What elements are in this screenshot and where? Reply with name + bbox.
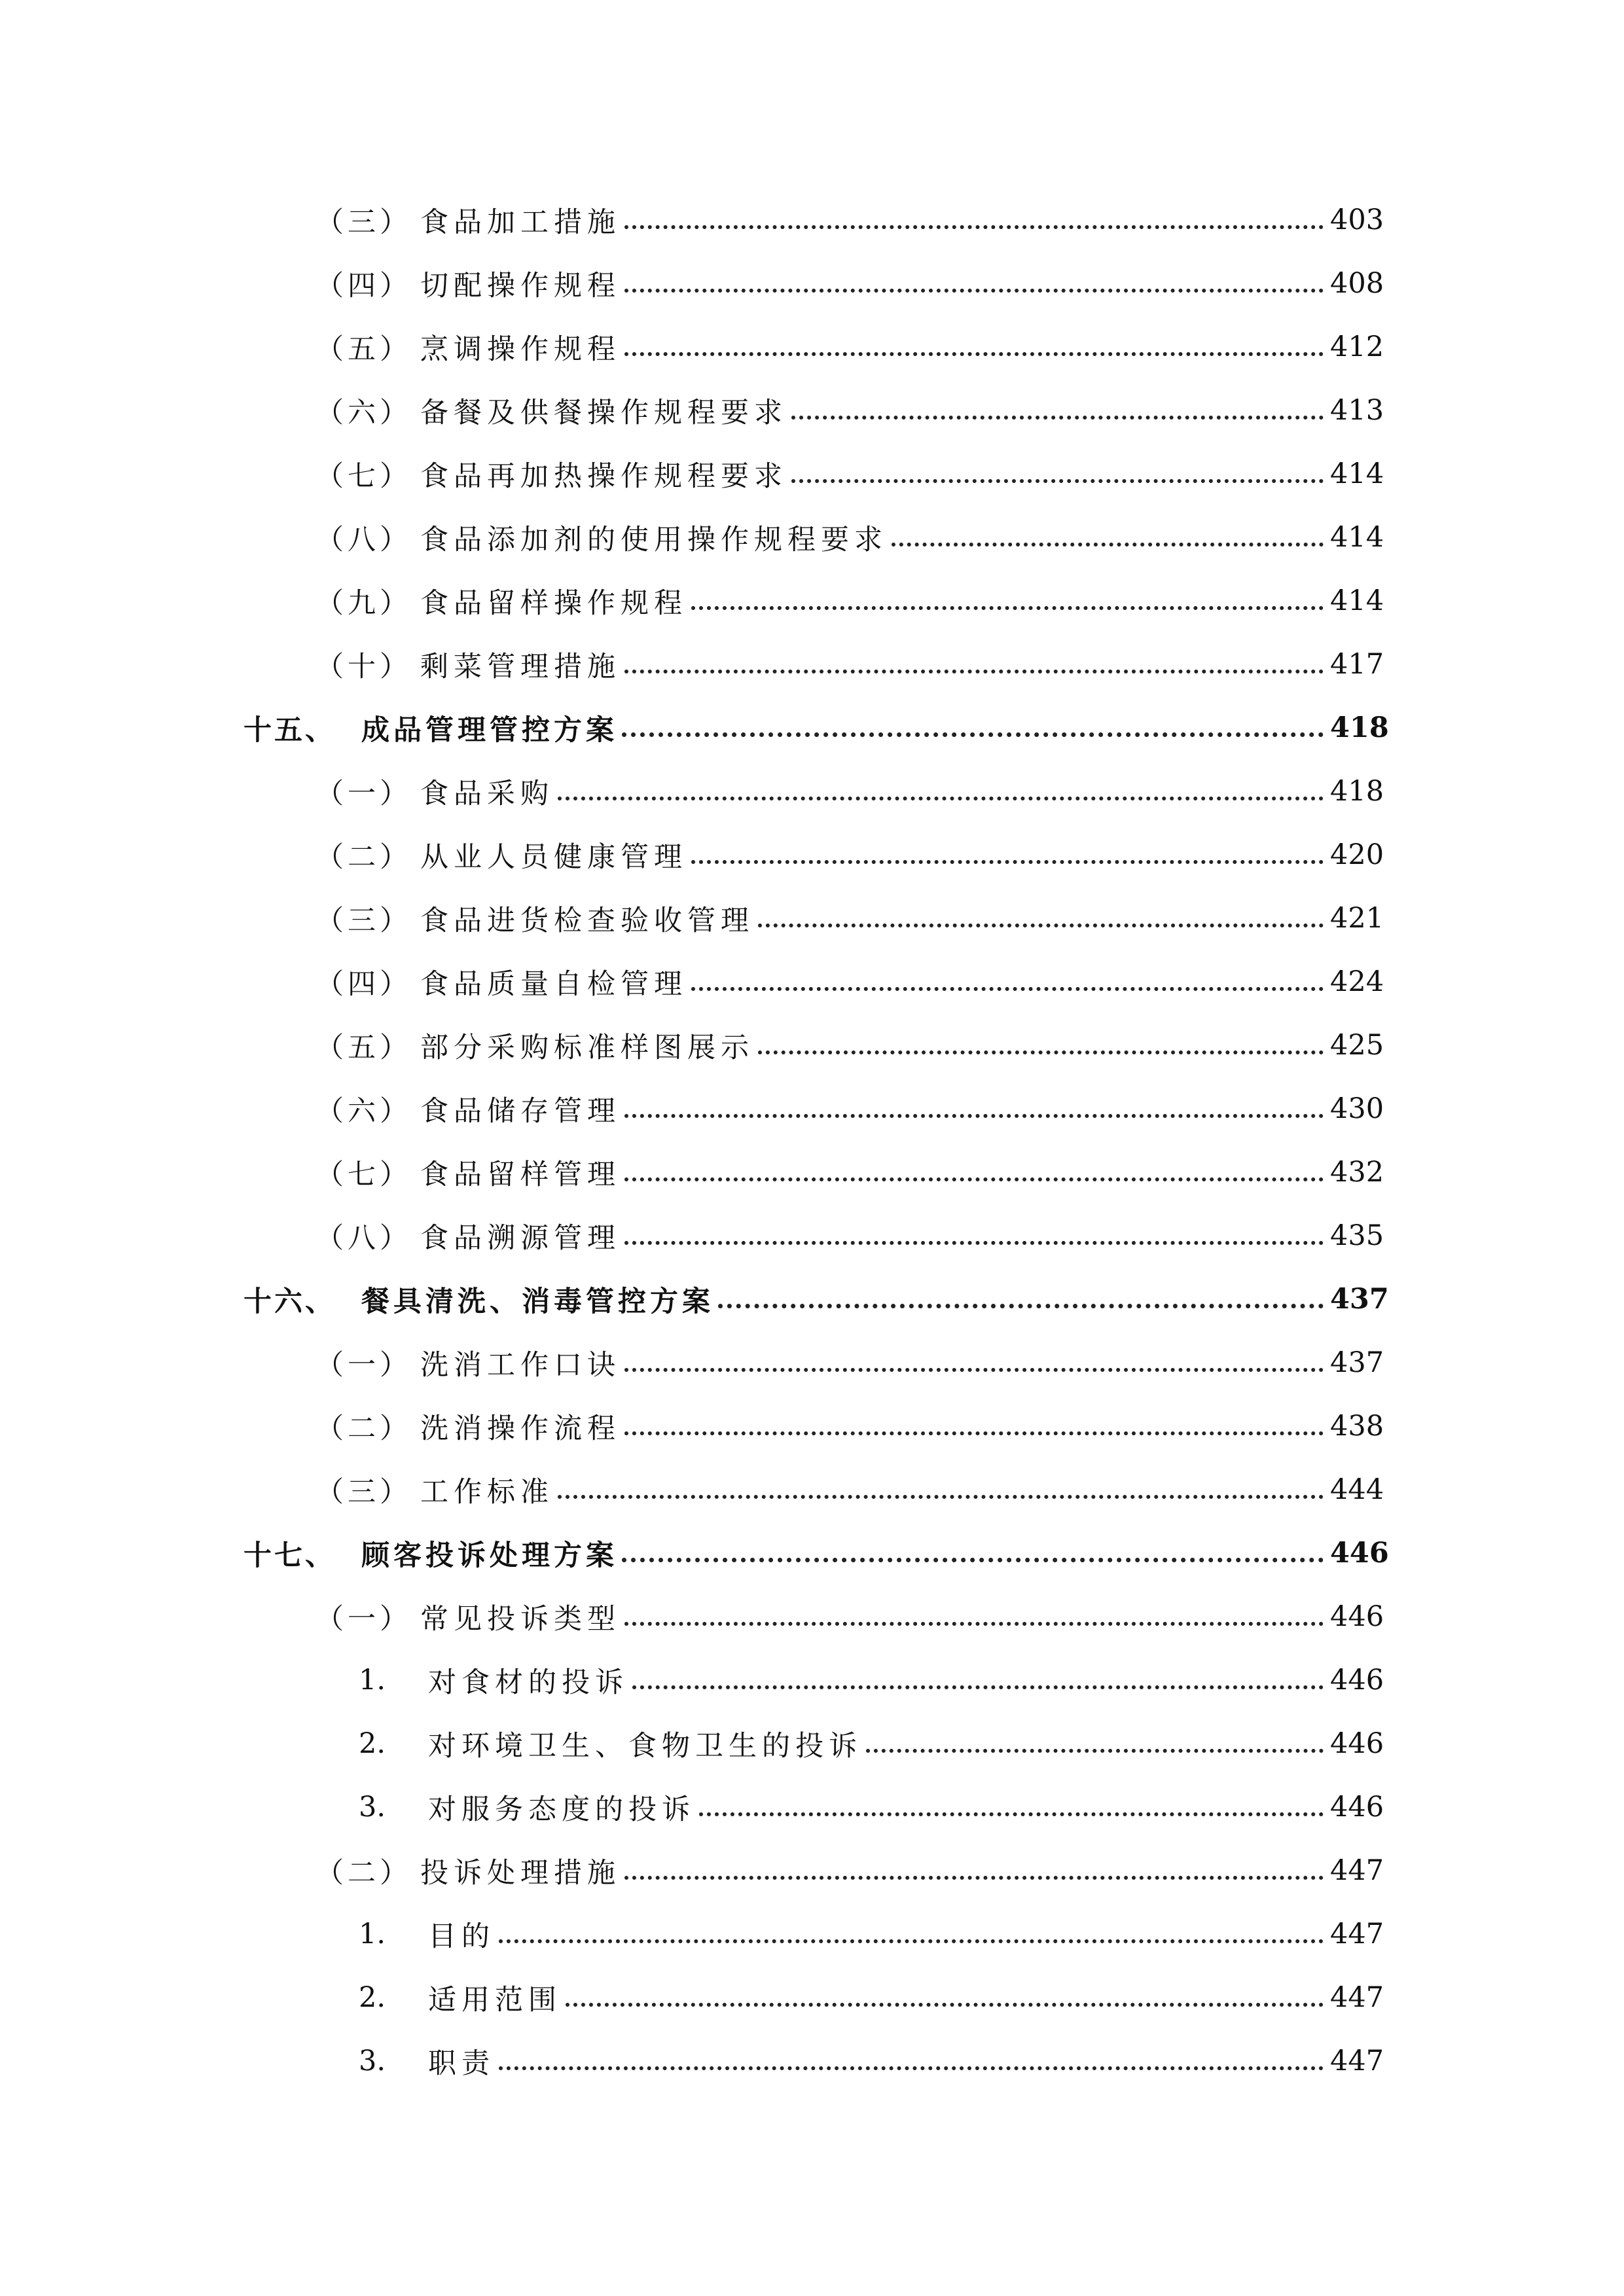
toc-entry-number: 3. bbox=[359, 1791, 386, 1823]
dot-leader bbox=[791, 396, 1324, 425]
toc-entry-title: 对服务态度的投诉 bbox=[428, 1793, 695, 1826]
toc-entry-page: 414 bbox=[1330, 521, 1384, 554]
toc-entry-title: 投诉处理措施 bbox=[420, 1856, 621, 1890]
toc-entry-number: （九） bbox=[316, 586, 412, 620]
toc-entry-page: 446 bbox=[1330, 1600, 1384, 1633]
toc-subentry[interactable] bbox=[359, 1974, 1384, 2021]
toc-entry-number: 2. bbox=[359, 1727, 386, 1760]
dot-leader bbox=[624, 1856, 1324, 1885]
toc-entry-page: 444 bbox=[1330, 1473, 1384, 1506]
toc-entry-number: （六） bbox=[316, 396, 412, 429]
toc-entry-title: 食品质量自检管理 bbox=[420, 967, 687, 1001]
toc-entry-page: 447 bbox=[1330, 2045, 1384, 2077]
toc-chapter-entry[interactable] bbox=[244, 1276, 1389, 1323]
dot-leader bbox=[624, 1602, 1324, 1631]
toc-entry-page: 424 bbox=[1330, 965, 1384, 998]
dot-leader bbox=[566, 1983, 1324, 2012]
toc-entry-number: （六） bbox=[316, 1094, 412, 1128]
toc-entry-number: （二） bbox=[316, 840, 412, 874]
toc-entry-number: （四） bbox=[316, 967, 412, 1001]
toc-entry-page: 447 bbox=[1330, 1981, 1384, 2014]
toc-entry-title: 部分采购标准样图展示 bbox=[420, 1031, 754, 1064]
toc-entry-page: 421 bbox=[1330, 902, 1384, 935]
toc-entry-title: 食品溯源管理 bbox=[420, 1221, 621, 1255]
toc-entry[interactable] bbox=[316, 577, 1384, 624]
toc-entry-title: 工作标准 bbox=[420, 1475, 554, 1509]
toc-entry-page: 403 bbox=[1330, 204, 1384, 236]
dot-leader bbox=[622, 1539, 1324, 1568]
dot-leader bbox=[558, 777, 1324, 806]
dot-leader bbox=[691, 967, 1324, 996]
dot-leader bbox=[758, 1031, 1324, 1060]
toc-entry[interactable] bbox=[316, 958, 1384, 1005]
toc-entry-page: 413 bbox=[1330, 394, 1384, 427]
toc-entry-title: 适用范围 bbox=[428, 1983, 562, 2017]
toc-entry[interactable] bbox=[316, 323, 1384, 370]
toc-entry-number: 十五、 bbox=[244, 713, 336, 747]
toc-entry-title: 食品加工措施 bbox=[420, 206, 621, 239]
toc-entry-page: 446 bbox=[1330, 1537, 1389, 1570]
toc-entry-page: 447 bbox=[1330, 1854, 1384, 1887]
dot-leader bbox=[892, 523, 1324, 552]
toc-entry-title: 洗消工作口诀 bbox=[420, 1348, 621, 1382]
dot-leader bbox=[624, 650, 1324, 679]
toc-entry[interactable] bbox=[316, 895, 1384, 942]
dot-leader bbox=[791, 459, 1324, 488]
toc-entry-number: 十七、 bbox=[244, 1539, 336, 1572]
toc-entry[interactable] bbox=[316, 1085, 1384, 1132]
toc-entry-number: （八） bbox=[316, 523, 412, 556]
toc-subentry[interactable] bbox=[359, 1784, 1384, 1831]
toc-entry-number: （三） bbox=[316, 904, 412, 937]
toc-chapter-entry[interactable] bbox=[244, 1530, 1389, 1577]
toc-entry-title: 食品储存管理 bbox=[420, 1094, 621, 1128]
dot-leader bbox=[691, 840, 1324, 869]
toc-entry-title: 食品留样操作规程 bbox=[420, 586, 687, 620]
toc-entry-title: 职责 bbox=[428, 2047, 495, 2080]
toc-entry-number: 1. bbox=[359, 1918, 386, 1950]
dot-leader bbox=[624, 1094, 1324, 1123]
dot-leader bbox=[718, 1285, 1324, 1314]
dot-leader bbox=[624, 1158, 1324, 1187]
dot-leader bbox=[622, 713, 1324, 742]
toc-entry-number: （三） bbox=[316, 1475, 412, 1509]
toc-entry-page: 438 bbox=[1330, 1410, 1384, 1443]
toc-entry-title: 烹调操作规程 bbox=[420, 332, 621, 366]
toc-entry-title: 备餐及供餐操作规程要求 bbox=[420, 396, 787, 429]
dot-leader bbox=[558, 1475, 1324, 1504]
toc-entry-number: （十） bbox=[316, 650, 412, 683]
toc-entry-number: （五） bbox=[316, 1031, 412, 1064]
toc-entry-number: （一） bbox=[316, 1602, 412, 1636]
toc-entry-page: 425 bbox=[1330, 1029, 1384, 1062]
toc-entry-number: 1. bbox=[359, 1664, 386, 1696]
toc-entry-page: 414 bbox=[1330, 457, 1384, 490]
toc-entry-number: 2. bbox=[359, 1981, 386, 2014]
dot-leader bbox=[624, 1412, 1324, 1441]
toc-entry-page: 432 bbox=[1330, 1156, 1384, 1189]
toc-entry-title: 切配操作规程 bbox=[420, 269, 621, 302]
toc-entry-title: 食品再加热操作规程要求 bbox=[420, 459, 787, 493]
toc-entry[interactable] bbox=[316, 1212, 1384, 1259]
dot-leader bbox=[624, 269, 1324, 298]
toc-entry-page: 418 bbox=[1330, 775, 1384, 808]
toc-entry-page: 446 bbox=[1330, 1727, 1384, 1760]
toc-entry[interactable] bbox=[316, 387, 1384, 434]
toc-entry-title: 剩菜管理措施 bbox=[420, 650, 621, 683]
toc-chapter-entry[interactable] bbox=[244, 704, 1389, 751]
toc-entry-page: 412 bbox=[1330, 331, 1384, 363]
toc-entry-title: 餐具清洗、消毒管控方案 bbox=[361, 1285, 714, 1318]
toc-entry[interactable] bbox=[316, 1022, 1384, 1069]
toc-entry-title: 食品进货检查验收管理 bbox=[420, 904, 754, 937]
toc-entry[interactable] bbox=[316, 768, 1384, 815]
toc-entry[interactable] bbox=[316, 196, 1384, 243]
dot-leader bbox=[624, 206, 1324, 234]
toc-entry[interactable] bbox=[316, 1847, 1384, 1894]
toc-entry-title: 食品采购 bbox=[420, 777, 554, 810]
dot-leader bbox=[632, 1666, 1324, 1695]
toc-entry-title: 顾客投诉处理方案 bbox=[361, 1539, 618, 1572]
toc-entry[interactable] bbox=[316, 1466, 1384, 1513]
toc-entry[interactable] bbox=[316, 1149, 1384, 1196]
toc-entry-page: 447 bbox=[1330, 1918, 1384, 1950]
toc-entry-title: 对环境卫生、食物卫生的投诉 bbox=[428, 1729, 862, 1763]
toc-entry-number: （五） bbox=[316, 332, 412, 366]
toc-entry[interactable] bbox=[316, 450, 1384, 497]
toc-entry-number: （一） bbox=[316, 1348, 412, 1382]
toc-entry-number: （四） bbox=[316, 269, 412, 302]
toc-entry-page: 417 bbox=[1330, 648, 1384, 681]
toc-entry-page: 418 bbox=[1330, 711, 1389, 744]
toc-entry-page: 446 bbox=[1330, 1791, 1384, 1823]
toc-entry-page: 435 bbox=[1330, 1219, 1384, 1252]
dot-leader bbox=[624, 1348, 1324, 1377]
dot-leader bbox=[691, 586, 1324, 615]
dot-leader bbox=[758, 904, 1324, 933]
toc-entry[interactable] bbox=[316, 260, 1384, 307]
dot-leader bbox=[499, 2047, 1324, 2075]
toc-entry-number: （八） bbox=[316, 1221, 412, 1255]
toc-entry-number: （二） bbox=[316, 1856, 412, 1890]
toc-entry-page: 420 bbox=[1330, 838, 1384, 871]
toc-entry-title: 食品添加剂的使用操作规程要求 bbox=[420, 523, 888, 556]
toc-entry-page: 430 bbox=[1330, 1092, 1384, 1125]
toc-entry-page: 437 bbox=[1330, 1283, 1389, 1316]
toc-entry-number: （一） bbox=[316, 777, 412, 810]
toc-entry[interactable] bbox=[316, 1593, 1384, 1640]
toc-entry-title: 洗消操作流程 bbox=[420, 1412, 621, 1445]
toc-entry-title: 成品管理管控方案 bbox=[361, 713, 618, 747]
toc-subentry[interactable] bbox=[359, 1910, 1384, 1958]
toc-entry-page: 446 bbox=[1330, 1664, 1384, 1696]
toc-entry-number: （七） bbox=[316, 1158, 412, 1191]
toc-entry-number: 十六、 bbox=[244, 1285, 336, 1318]
toc-entry[interactable] bbox=[316, 1339, 1384, 1386]
toc-entry-number: （七） bbox=[316, 459, 412, 493]
dot-leader bbox=[699, 1793, 1324, 1821]
dot-leader bbox=[624, 1221, 1324, 1250]
toc-subentry[interactable] bbox=[359, 1657, 1384, 1704]
toc-entry-number: 3. bbox=[359, 2045, 386, 2077]
toc-entry-title: 对食材的投诉 bbox=[428, 1666, 628, 1699]
toc-entry-title: 常见投诉类型 bbox=[420, 1602, 621, 1636]
toc-entry-title: 目的 bbox=[428, 1920, 495, 1953]
toc-entry[interactable] bbox=[316, 514, 1384, 561]
toc-subentry[interactable] bbox=[359, 1720, 1384, 1767]
dot-leader bbox=[866, 1729, 1324, 1758]
toc-entry[interactable] bbox=[316, 641, 1384, 688]
toc-entry-title: 食品留样管理 bbox=[420, 1158, 621, 1191]
toc-entry[interactable] bbox=[316, 1403, 1384, 1450]
toc-entry-number: （二） bbox=[316, 1412, 412, 1445]
toc-entry-number: （三） bbox=[316, 206, 412, 239]
toc-entry[interactable] bbox=[316, 831, 1384, 878]
dot-leader bbox=[499, 1920, 1324, 1948]
dot-leader bbox=[624, 332, 1324, 361]
toc-entry-title: 从业人员健康管理 bbox=[420, 840, 687, 874]
toc-subentry[interactable] bbox=[359, 2037, 1384, 2085]
toc-entry-page: 437 bbox=[1330, 1346, 1384, 1379]
toc-entry-page: 408 bbox=[1330, 267, 1384, 300]
toc-entry-page: 414 bbox=[1330, 584, 1384, 617]
